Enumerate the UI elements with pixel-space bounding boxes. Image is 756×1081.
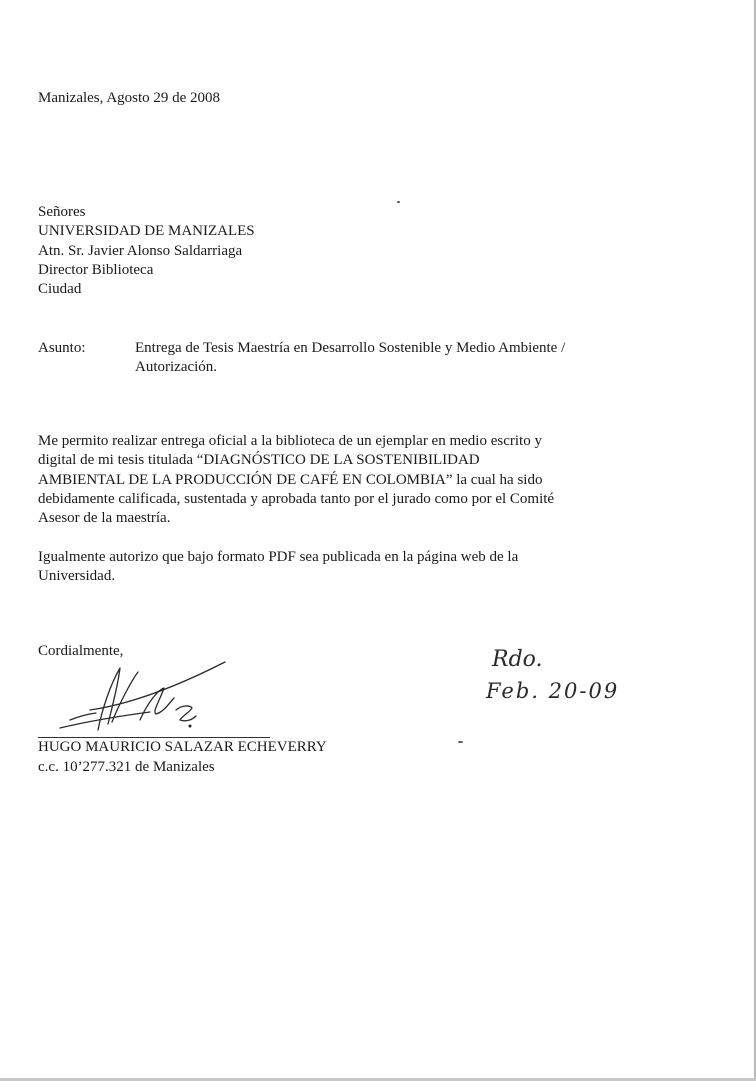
- paragraph-line: Igualmente autorizo que bajo formato PDF sea publicada en la página web de la: [38, 549, 519, 565]
- scan-speck: [397, 201, 400, 203]
- subject-line: Entrega de Tesis Maestría en Desarrollo Sostenible y Medio Ambiente /: [135, 340, 566, 356]
- signer-id: c.c. 10’277.321 de Manizales: [38, 759, 215, 775]
- paragraph-line: Universidad.: [38, 568, 116, 585]
- date-line: Manizales, Agosto 29 de 2008: [38, 90, 221, 106]
- note-line-1: Rdo.: [492, 647, 543, 672]
- subject-line: Autorización.: [135, 359, 218, 376]
- signature-scribble: [40, 650, 280, 740]
- recipient-line: Ciudad: [38, 281, 82, 298]
- recipient-line: Atn. Sr. Javier Alonso Saldarriaga: [38, 242, 243, 259]
- paragraph-line: Me permito realizar entrega oficial a la biblioteca de un ejemplar en medio escrito y: [38, 433, 542, 449]
- body-paragraph-2: [38, 548, 518, 587]
- recipient-line: Señores: [38, 204, 86, 220]
- scan-speck: [458, 741, 463, 743]
- handwritten-received-note: [480, 640, 660, 710]
- closing: Cordialmente,: [38, 643, 124, 659]
- paragraph-line: digital de mi tesis titulada “DIAGNÓSTICO DE LA SOSTENIBILIDAD: [38, 452, 480, 469]
- note-line-2: Feb. 20-09: [486, 679, 620, 703]
- paragraph-line: debidamente calificada, sustentada y aprobada tanto por el jurado como por el Comité: [38, 490, 555, 507]
- signer-name: HUGO MAURICIO SALAZAR ECHEVERRY: [38, 739, 327, 755]
- subject-label: Asunto:: [38, 340, 86, 356]
- recipient-block: [38, 203, 255, 299]
- paragraph-line: Asesor de la maestría.: [38, 510, 171, 527]
- body-paragraph-1: [38, 432, 554, 528]
- recipient-line: Director Biblioteca: [38, 261, 154, 278]
- recipient-line: UNIVERSIDAD DE MANIZALES: [38, 223, 255, 240]
- subject-text: [135, 339, 565, 378]
- paragraph-line: AMBIENTAL DE LA PRODUCCIÓN DE CAFÉ EN COLOMBIA” la cual ha sido: [38, 471, 543, 488]
